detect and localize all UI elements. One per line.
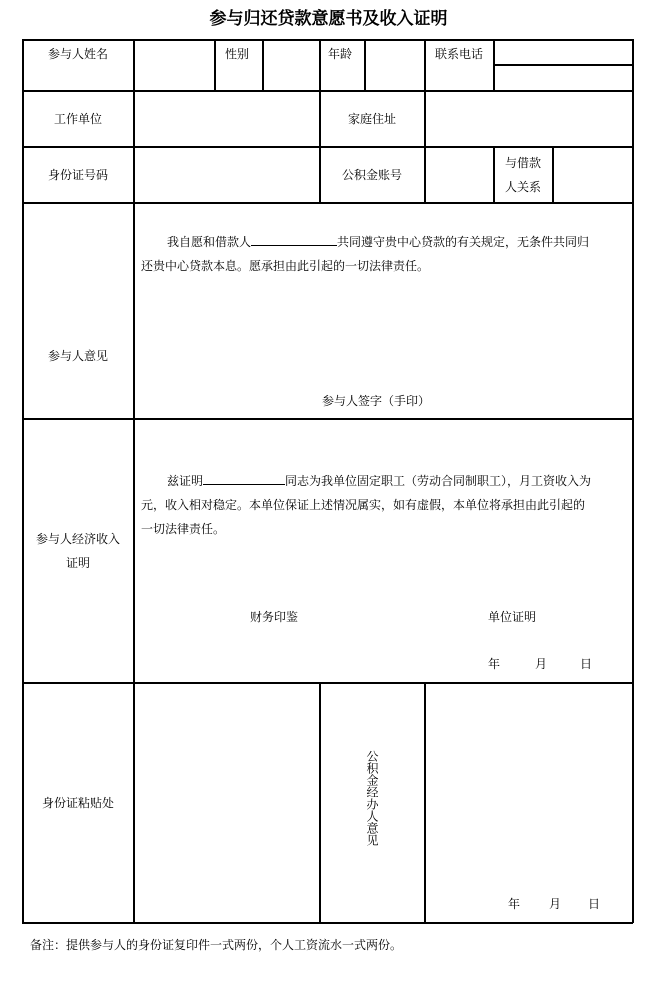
income-cert-label-line2: 证明 (65, 555, 90, 570)
footer-note: 备注：提供参与人的身份证复印件一式两份，个人工资流水一式两份。 (30, 938, 403, 952)
fund-account-field[interactable] (426, 147, 493, 202)
opinion-label: 参与人意见 (47, 348, 108, 363)
fund-officer-opinion-label: 公积金经办人意见 (365, 750, 379, 846)
grid-line-v (319, 682, 321, 923)
phone-field-1[interactable] (495, 40, 632, 64)
age-label: 年龄 (328, 47, 353, 61)
borrower-name-blank[interactable] (251, 231, 337, 246)
officer-date-day: 日 (588, 897, 601, 911)
opinion-text-after: 共同遵守贵中心贷款的有关规定，无条件共同归 (337, 235, 590, 249)
income-line-1 (141, 469, 627, 493)
income-statement (141, 469, 627, 541)
income-cert-label-line1: 参与人经济收入 (35, 531, 120, 546)
fund-account-label: 公积金账号 (341, 167, 402, 182)
participant-name-label: 参与人姓名 (47, 47, 108, 61)
income-line-2: 元，收入相对稳定。本单位保证上述情况属实，如有虚假，本单位将承担由此引起的 (141, 498, 586, 512)
income-text-before: 兹证明 (167, 474, 204, 488)
employee-name-blank[interactable] (203, 470, 285, 485)
employer-field[interactable] (135, 91, 319, 146)
relation-field[interactable] (554, 147, 632, 202)
income-date-year: 年 (488, 657, 501, 671)
id-number-label: 身份证号码 (47, 167, 108, 182)
employer-label: 工作单位 (53, 111, 102, 126)
income-line-3: 一切法律责任。 (141, 522, 226, 536)
document-title: 参与归还贷款意愿书及收入证明 (209, 9, 448, 29)
age-field[interactable] (366, 40, 424, 90)
gender-field[interactable] (264, 40, 319, 90)
participant-name-field[interactable] (135, 40, 214, 90)
gender-label: 性别 (225, 47, 250, 61)
income-text-after: 同志为我单位固定职工（劳动合同制职工），月工资收入为 (285, 474, 592, 488)
finance-seal-label: 财务印鉴 (250, 610, 299, 624)
income-date-day: 日 (580, 657, 593, 671)
participant-signature-label: 参与人签字（手印） (322, 394, 431, 408)
opinion-line-2: 还贵中心贷款本息。愿承担由此引起的一切法律责任。 (141, 259, 430, 273)
fund-officer-opinion-area[interactable] (426, 683, 632, 922)
phone-label: 联系电话 (434, 47, 483, 61)
id-number-field[interactable] (135, 147, 319, 202)
income-cert-label (23, 419, 133, 682)
relation-label-line1: 与借款 (504, 155, 541, 170)
officer-date-year: 年 (508, 897, 521, 911)
relation-label (494, 147, 552, 202)
unit-cert-label: 单位证明 (488, 610, 537, 624)
grid-line-v (632, 39, 634, 923)
income-date-month: 月 (535, 657, 548, 671)
id-paste-area[interactable] (135, 683, 319, 922)
relation-label-line2: 人关系 (504, 179, 541, 194)
home-address-field[interactable] (426, 91, 632, 146)
opinion-statement (141, 230, 627, 278)
opinion-text-before: 我自愿和借款人 (167, 235, 252, 249)
opinion-line-1 (141, 230, 627, 254)
grid-line-h (22, 922, 633, 924)
officer-date-month: 月 (549, 897, 562, 911)
phone-field-2[interactable] (495, 66, 632, 90)
home-address-label: 家庭住址 (347, 111, 396, 126)
id-paste-label: 身份证粘贴处 (41, 795, 114, 810)
